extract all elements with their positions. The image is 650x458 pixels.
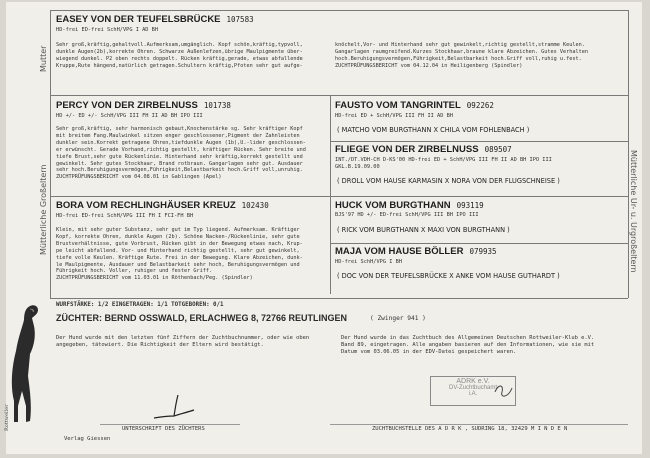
registration-notice [341,335,631,356]
bora-titles: HD-frei ED-frei SchH/VPG III FH I FCI-FH BH [56,213,194,219]
huck-parents: ( RICK VOM BURGTHANN X MAXI VON BURGTHANN ) [337,226,510,234]
text-line: Sehr groß,kräftig,gehaltvoll.Aufmerksam,umgänglich. Kopf schön,kräftig,typvoll, [56,42,303,48]
center-divider [330,96,331,294]
text-line: hoch.Beruhigungsvermögen,Führigkeit,Belastbarkeit hoch.Griff voll,ruhig u.fest. [335,55,582,62]
text-line: gewinkelt. Sehr gutes Stockhaar, Brand rotbraun. Gangarlagen sehr gut. Ausdauer [56,160,303,167]
bora-name [56,200,269,211]
text-line: le Maulpigmente, Ausdauer und Belastbarkeit sehr hoch, Beruhigungsvermögen und [56,261,300,268]
text-line: sehr hoch.Beruhigungsvermögen,Führigkeit,Belastbarkeit hoch.Griff voll,unruhig. [56,167,303,174]
breeder-signature [150,392,200,422]
bottom-rule [50,298,628,299]
text-line: knöchelt,Vor- und Hinterhand sehr gut gewinkelt,richtig gestellt,stramme Keulen. [335,42,585,48]
huck-name [335,200,484,211]
stamp-line-3: i.A. [468,391,478,397]
text-line: Band 89, eingetragen. Alle angaben basieren auf den Informationen, wie sie mit [341,341,595,348]
text-line: mit breitem Fang.Maulwinkel sitzen enger geschlossener,Pigment der Zahnleisten [56,132,300,139]
kennel-number: ( Zwinger 941 ) [370,315,426,322]
stamp-line-2: DV-Zuchtbuchamt [448,385,498,391]
maja-titles: HD-frei SchH/VPG I BH [335,259,402,265]
text-line: dunkle Augen(2b),korrekte Ohren. Schwarze Außenlefzen,übrige Maulpigmente über- [56,48,303,55]
text-line: wiegend dunkel. P2 oben rechts doppelt. Rücken kräftig,gerade, etwas abfallende [56,55,303,62]
text-line: Der Hund wurde in das Zuchtbuch des Allgemeinen Deutschen Rottweiler-Klub e.V. [341,335,595,341]
mutter-dog-name: EASEY VON DER TEUFELSBRÜCKE [56,14,221,25]
fliege-class: GKL.B.19.09.00 [335,164,380,170]
fliege-titles: INT./DT.VDH-CH D-KS'00 HD-frei ED + SchH/VPG III FH II AD BH IPO III [335,157,552,163]
office-signature [492,380,516,402]
maternal-grandparents-label: Mütterliche Großeltern [39,164,48,255]
text-line: ZUCHTPRÜFUNGSBERICHT vom 04.12.04 in Heiligenberg (Spindler) [335,62,523,69]
publisher-note: Verlag Giessen [64,436,111,442]
text-line: tiefe volle Keulen. Kräftige Rute. Frei in der Bewegung. Klare Abzeichen, dunk- [56,254,303,261]
text-line: dunkler sein.Korrekt getragene Ohren,tiefdunkle Augen (1b),U.-lider geschlossen- [56,139,306,146]
text-line: angegeben, tätowiert. Die Richtigkeit der Eltern wird bestätigt. [56,341,264,348]
maja-rule [330,243,628,244]
breeder-line: ZÜCHTER: BERND OSSWALD, ERLACHWEG 8, 72766 REUTLINGEN [56,313,348,323]
maternal-great-grandparents-label: Mütterliche Ur- u. Urgroßeltern [629,150,638,273]
fausto-titles: HD-frei ED + SchH/VPG III FH II AD BH [335,113,453,119]
mutter-rule [50,95,628,96]
huck-titles: BJS'97 HD +/- ED-frei SchH/VPG III BH IPO III [335,212,479,218]
text-line: Kopf, korrekte Ohren, dunkle Augen (2b). Schöne Nacken-/Rückenlinie, sehr gute [56,233,300,240]
huck-reg-number: 093119 [456,201,484,210]
bora-dog-name: BORA VOM RECHLINGHÄUSER KREUZ [56,200,236,211]
breeder-signature-label: UNTERSCHRIFT DES ZÜCHTERS [122,426,205,432]
text-line: Führigkeit hoch. Voller, ruhiger und fester Griff. [56,268,213,275]
grandparent-rule [50,196,330,197]
fliege-reg-number: 089507 [484,145,512,154]
fausto-name [335,100,494,111]
fliege-dog-name: FLIEGE VON DER ZIRBELNUSS [335,144,479,155]
mutter-name [56,14,254,25]
fliege-rule [330,141,628,142]
text-line: Sehr groß,kräftig, sehr harmonisch gebaut,Knochenstärke sg. Sehr kräftiger Kopf [56,126,303,132]
percy-dog-name: PERCY VON DER ZIRBELNUSS [56,100,198,111]
left-border [50,10,51,298]
tattoo-notice [56,335,331,349]
percy-description [56,126,329,181]
mutter-description-right [335,42,625,70]
maja-parents: ( DOC VON DER TEUFELSBRÜCKE X ANKE VOM HAUSE GUTHARDT ) [337,272,560,280]
percy-name [56,100,231,111]
svg-text:Rottweiler: Rottweiler [4,404,10,431]
text-line: ZUCHTPRÜFUNGSBERICHT vom 04.08.01 in Gablingen (Apel) [56,174,222,181]
fausto-dog-name: FAUSTO VOM TANGRINTEL [335,100,461,111]
rottweiler-logo-icon [0,296,48,436]
text-line: er erwünscht. Gerade Vorhand,richtig gestellt, kräftiger Rücken. Sehr breite und [56,146,306,153]
fliege-parents: ( DROLL VOM HAUSE KARMASIN X NORA VON DER FLUGSCHNEISE ) [337,177,560,185]
huck-rule [330,196,628,197]
fausto-parents: ( MATCHO VOM BURGTHANN X CHILA VOM FOHLENBACH ) [337,126,530,134]
text-line: Klein, mit sehr guter Substanz, sehr gut im Typ liegend. Aufmerksam. Kräftiger [56,227,300,233]
text-line: tiefe Brust,sehr gute Rückenlinie. Hinterhand sehr kräftig,korrekt gestellt und [56,153,303,160]
maja-reg-number: 079935 [469,247,497,256]
mutter-side-label: Mutter [39,45,48,72]
top-rule [50,10,628,11]
signature-line-right [330,424,628,425]
percy-titles: HD +/- ED +/- SchH/VPG III FH II AD BH IPO III [56,113,203,119]
litter-info: WURFSTÄRKE: 1/2 EINGETRAGEN: 1/1 TOTGEBOREN: 0/1 [56,302,224,308]
mutter-description-left [56,42,329,70]
bora-description [56,227,329,282]
text-line: Brustverhältnisse, gute Vorbrust, Rücken gibt in der Bewegung etwas nach, Krup- [56,240,303,247]
text-line: Der Hund wurde mit den letzten fünf Ziffern der Zuchtbuchnummer, oder wie oben [56,335,310,341]
maja-name [335,246,497,257]
huck-dog-name: HUCK VOM BURGTHANN [335,200,451,211]
text-line: Datum vom 03.06.05 in der EDV-Datei gespeichert waren. [341,348,517,355]
mutter-titles: HD-frei ED-frei SchH/VPG I AD BH [56,27,159,33]
fliege-name [335,144,512,155]
bora-reg-number: 102430 [241,201,269,210]
text-line: pe leicht abfallend. Vor- und Hinterhand richtig gestellt, sehr gut gewinkelt, [56,247,300,254]
text-line: Gangarlagen raumgreifend.Kurzes Stockhaar,braune klare Abzeichen. Gutes Verhalten [335,48,588,55]
signature-line-left [100,424,240,425]
registry-office-address: ZUCHTBUCHSTELLE DES A D R K , SUDRING 18, 32429 M I N D E N [372,426,568,432]
stamp-line-1: ADRK e.V. [456,378,490,385]
maja-dog-name: MAJA VOM HAUSE BÖLLER [335,246,464,257]
percy-reg-number: 101738 [203,101,231,110]
text-line: Kruppe,Rute hängend,natürlich getragen.Schultern kräftig,Pfoten sehr gut aufge- [56,62,303,69]
mutter-reg-number: 107583 [226,15,254,24]
text-line: ZUCHTPRÜFUNGSBERICHT vom 11.03.01 in Röthenbach/Peg. (Spindler) [56,275,253,282]
fausto-reg-number: 092262 [466,101,494,110]
